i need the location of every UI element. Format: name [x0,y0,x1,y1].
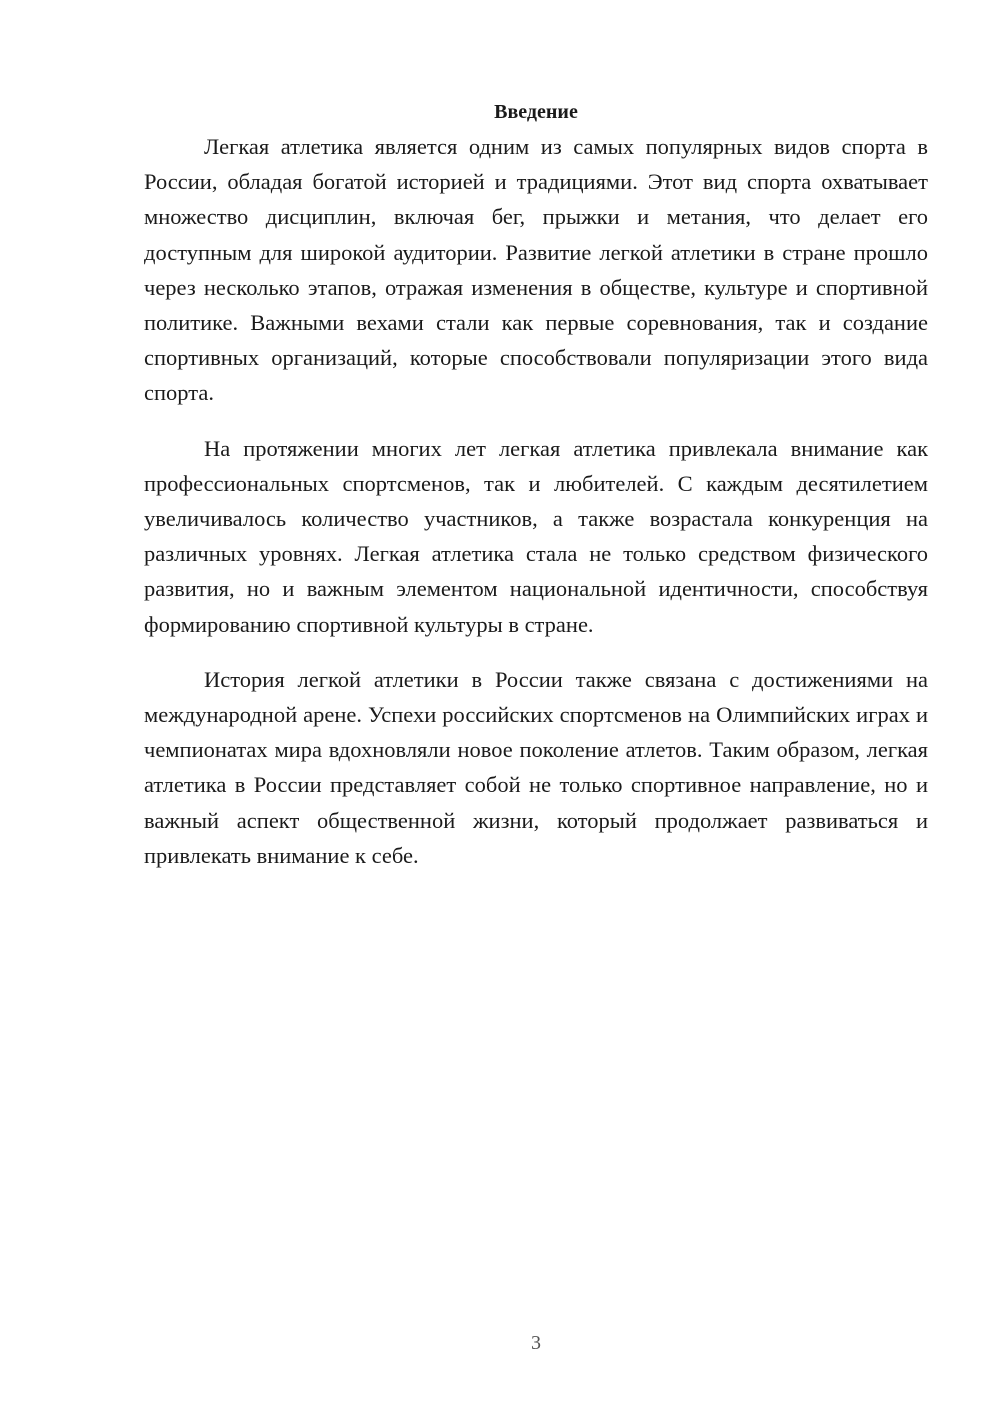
paragraph-2: На протяжении многих лет легкая атлетика привлекала внимание как профессиональных спортсменов, так и любителей. С каждым десятилетием увеличивалось количество участников, а также возрастала конкуренция на различных уровнях. Легкая атлетика стала не только средством физического развития, но и важным элементом национальной идентичности, способствуя формированию спортивной культуры в стране. [144,435,928,637]
paragraph-3: История легкой атлетики в России также связана с достижениями на международной арене. Успехи российских спортсменов на Олимпийских играх и чемпионатах мира вдохновляли новое поколение атлетов. Таким образом, легкая атлетика в России представляет собой не только спортивное направление, но и важный аспект общественной жизни, который продолжает развиваться и привлекать внимание к себе. [144,666,928,868]
page-title: Введение [494,101,578,123]
paragraph-1: Легкая атлетика является одним из самых популярных видов спорта в России, обладая богатой историей и традициями. Этот вид спорта охватывает множество дисциплин, включая бег, прыжки и метания, что делает его доступным для широкой аудитории. Развитие легкой атлетики в стране прошло через несколько этапов, отражая изменения в обществе, культуре и спортивной политике. Важными вехами стали как первые соревнования, так и создание спортивных организаций, которые способствовали популяризации этого вида спорта. [144,134,928,406]
page-content [144,96,928,873]
page-number: 3 [531,1332,541,1354]
